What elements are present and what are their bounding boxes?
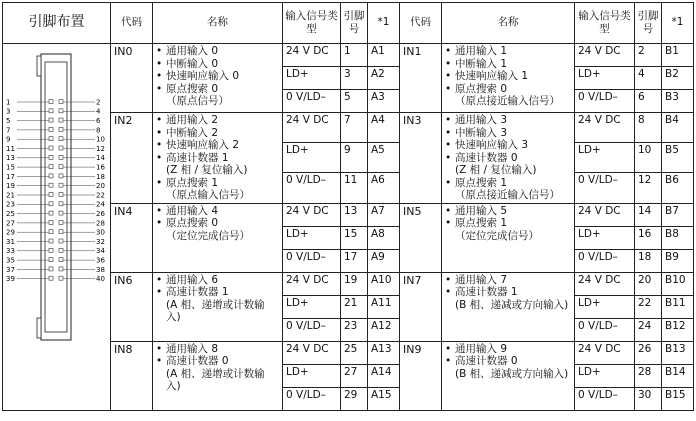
signal-type: 24 V DC xyxy=(283,113,341,143)
pin-number: 14 xyxy=(635,203,662,226)
function-item xyxy=(156,58,279,71)
pin-id: A6 xyxy=(368,173,400,203)
pin-id: B2 xyxy=(662,67,694,90)
signal-type: 24 V DC xyxy=(283,203,341,226)
header-code: 代码 xyxy=(111,3,153,44)
header-pin-layout: 引脚布置 xyxy=(3,3,111,44)
function-item xyxy=(445,274,571,287)
function-label: 原点搜索 1 xyxy=(455,217,508,229)
pin-hole xyxy=(49,118,53,122)
pin-id: A1 xyxy=(368,44,400,67)
signal-type: 0 V/LD– xyxy=(283,387,341,410)
pin-label-right: 32 xyxy=(96,237,105,246)
pin-label-right: 28 xyxy=(96,219,105,228)
function-label: 快速响应输入 2 xyxy=(166,139,240,151)
pin-label-right: 38 xyxy=(96,265,105,274)
function-label: 中断输入 2 xyxy=(166,126,219,139)
function-label: 中断输入 3 xyxy=(455,126,508,139)
signal-type: 24 V DC xyxy=(283,44,341,67)
function-item xyxy=(156,70,279,83)
signal-type: LD+ xyxy=(575,364,635,387)
input-code: IN2 xyxy=(111,113,153,204)
function-label: 原点搜索 0 xyxy=(455,82,508,95)
input-code: IN3 xyxy=(400,113,442,204)
pin-id: A5 xyxy=(368,143,400,173)
pin-label-right: 40 xyxy=(96,275,105,284)
pin-label-left: 29 xyxy=(6,228,15,237)
function-item xyxy=(445,45,571,58)
pin-number: 2 xyxy=(635,44,662,67)
function-label: 通用输入 2 xyxy=(166,114,219,126)
pin-number: 9 xyxy=(341,143,368,173)
function-label: 通用输入 8 xyxy=(166,342,219,355)
pin-label-right: 24 xyxy=(96,200,105,209)
pin-label-right: 8 xyxy=(96,126,101,135)
function-label: 高速计数器 0 xyxy=(455,151,518,164)
function-names xyxy=(442,44,575,113)
signal-type: LD+ xyxy=(575,143,635,173)
pin-id: A4 xyxy=(368,113,400,143)
signal-type: 0 V/LD– xyxy=(575,173,635,203)
pin-hole xyxy=(49,100,53,104)
pin-id: B9 xyxy=(662,249,694,272)
function-label: 原点搜索 0 xyxy=(166,82,219,95)
function-names xyxy=(442,272,575,341)
pin-hole xyxy=(49,267,53,271)
function-label: 通用输入 0 xyxy=(166,45,219,57)
pin-id: B4 xyxy=(662,113,694,143)
pin-assignment-table xyxy=(2,2,694,411)
function-label: 原点搜索 1 xyxy=(166,176,219,189)
pin-number: 13 xyxy=(341,203,368,226)
pin-number: 17 xyxy=(341,249,368,272)
pin-hole xyxy=(59,211,63,215)
header-signal-2: 输入信号类型 xyxy=(575,3,635,44)
pin-number: 1 xyxy=(341,44,368,67)
pin-label-left: 5 xyxy=(6,117,11,125)
function-sublabel: （定位完成信号） xyxy=(166,229,250,242)
function-sublabel: (Z 相 / 复位输入) xyxy=(455,164,537,176)
signal-type: 24 V DC xyxy=(575,341,635,364)
header-pin-2: 引脚号 xyxy=(635,3,662,44)
header-signal: 输入信号类型 xyxy=(283,3,341,44)
function-item xyxy=(445,58,571,71)
pin-hole xyxy=(59,239,63,243)
signal-type: LD+ xyxy=(575,226,635,249)
pin-number: 15 xyxy=(341,226,368,249)
pin-label-left: 15 xyxy=(6,163,15,172)
pin-label-left: 23 xyxy=(6,200,15,209)
pin-hole xyxy=(49,258,53,262)
pin-number: 24 xyxy=(635,318,662,341)
pin-label-right: 2 xyxy=(96,98,101,107)
pin-number: 22 xyxy=(635,295,662,318)
signal-type: 0 V/LD– xyxy=(283,318,341,341)
pin-number: 21 xyxy=(341,295,368,318)
function-item xyxy=(445,343,571,356)
pin-id: B8 xyxy=(662,226,694,249)
function-label: 通用输入 4 xyxy=(166,204,219,217)
pin-hole xyxy=(59,155,63,159)
pin-hole xyxy=(49,183,53,187)
input-code: IN1 xyxy=(400,44,442,113)
pin-label-right: 10 xyxy=(96,135,105,144)
pin-hole xyxy=(59,267,63,271)
function-names xyxy=(153,272,283,341)
pin-hole xyxy=(49,230,53,234)
function-label: 原点搜索 1 xyxy=(455,176,508,189)
signal-type: 24 V DC xyxy=(575,44,635,67)
function-sublabel: (A 相、递增或计数输入) xyxy=(166,367,265,392)
pin-id: B11 xyxy=(662,295,694,318)
function-item xyxy=(445,127,571,140)
pin-label-right: 34 xyxy=(96,247,105,256)
function-label: 快速响应输入 3 xyxy=(455,139,529,151)
function-label: 高速计数器 1 xyxy=(455,286,518,298)
function-names xyxy=(153,113,283,204)
pin-label-left: 7 xyxy=(6,126,11,135)
pin-label-left: 13 xyxy=(6,154,15,163)
signal-type: 0 V/LD– xyxy=(283,249,341,272)
function-label: 通用输入 7 xyxy=(455,273,508,286)
pin-number: 7 xyxy=(341,113,368,143)
pin-number: 10 xyxy=(635,143,662,173)
pin-hole xyxy=(59,146,63,150)
function-item xyxy=(156,45,279,58)
pin-hole xyxy=(59,127,63,131)
pin-hole xyxy=(59,202,63,206)
function-item xyxy=(445,83,571,108)
function-item xyxy=(445,355,571,380)
pin-hole xyxy=(59,248,63,252)
input-code: IN7 xyxy=(400,272,442,341)
connector-diagram-cell xyxy=(3,44,111,411)
pin-id: A12 xyxy=(368,318,400,341)
signal-type: 24 V DC xyxy=(575,203,635,226)
pin-number: 30 xyxy=(635,387,662,410)
header-pin: 引脚号 xyxy=(341,3,368,44)
signal-type: 24 V DC xyxy=(575,272,635,295)
pin-number: 12 xyxy=(635,173,662,203)
pin-hole xyxy=(49,220,53,224)
pin-number: 19 xyxy=(341,272,368,295)
pin-id: A3 xyxy=(368,90,400,113)
pin-label-left: 17 xyxy=(6,172,15,181)
function-item xyxy=(445,152,571,177)
input-code: IN9 xyxy=(400,341,442,410)
pin-label-left: 11 xyxy=(6,144,15,153)
pin-number: 28 xyxy=(635,364,662,387)
pin-hole xyxy=(49,248,53,252)
pin-hole xyxy=(59,137,63,141)
pin-hole xyxy=(49,193,53,197)
function-item xyxy=(445,286,571,311)
pin-id: B6 xyxy=(662,173,694,203)
function-label: 高速计数器 1 xyxy=(166,286,229,298)
pin-id: A11 xyxy=(368,295,400,318)
connector-latch-top xyxy=(37,56,41,76)
pin-hole xyxy=(59,118,63,122)
pin-label-right: 20 xyxy=(96,182,105,191)
signal-type: 0 V/LD– xyxy=(575,249,635,272)
pin-label-right: 26 xyxy=(96,210,105,218)
pin-label-right: 6 xyxy=(96,117,101,125)
function-sublabel: （原点输入信号） xyxy=(166,189,250,201)
pin-label-left: 33 xyxy=(6,247,15,256)
signal-type: 24 V DC xyxy=(575,113,635,143)
input-code: IN0 xyxy=(111,44,153,113)
pin-hole xyxy=(59,183,63,187)
pin-label-left: 1 xyxy=(6,98,11,107)
pin-hole xyxy=(59,109,63,113)
pin-hole xyxy=(59,174,63,178)
function-sublabel: （定位完成信号） xyxy=(455,229,539,242)
function-sublabel: (A 相、递增或计数输入) xyxy=(166,298,265,323)
pin-number: 6 xyxy=(635,90,662,113)
pin-id: B5 xyxy=(662,143,694,173)
function-names xyxy=(442,113,575,204)
function-sublabel: （原点接近输入信号） xyxy=(455,189,560,201)
header-name: 名称 xyxy=(153,3,283,44)
function-item xyxy=(156,152,279,177)
function-names xyxy=(153,44,283,113)
function-names xyxy=(153,203,283,272)
function-label: 通用输入 6 xyxy=(166,273,219,286)
signal-type: 0 V/LD– xyxy=(575,90,635,113)
header-code-2: 代码 xyxy=(400,3,442,44)
function-item xyxy=(156,127,279,140)
function-label: 原点搜索 0 xyxy=(166,217,219,229)
function-item xyxy=(156,83,279,108)
pin-id: A14 xyxy=(368,364,400,387)
function-item xyxy=(445,114,571,127)
connector-inner-body xyxy=(45,62,67,332)
pin-hole xyxy=(49,165,53,169)
signal-type: LD+ xyxy=(575,295,635,318)
pin-label-right: 16 xyxy=(96,163,105,172)
pin-id: B15 xyxy=(662,387,694,410)
function-names xyxy=(153,341,283,410)
input-code: IN5 xyxy=(400,203,442,272)
pin-number: 5 xyxy=(341,90,368,113)
function-names xyxy=(442,341,575,410)
function-item xyxy=(445,217,571,242)
pin-id: A13 xyxy=(368,341,400,364)
function-item xyxy=(156,177,279,202)
signal-type: 0 V/LD– xyxy=(575,387,635,410)
signal-type: LD+ xyxy=(283,226,341,249)
function-item xyxy=(156,217,279,242)
pin-label-left: 27 xyxy=(6,219,15,228)
function-label: 高速计数器 0 xyxy=(166,355,229,367)
pin-label-right: 14 xyxy=(96,154,105,163)
connector-diagram xyxy=(3,44,109,344)
pin-id: A7 xyxy=(368,203,400,226)
pin-number: 20 xyxy=(635,272,662,295)
function-names xyxy=(442,203,575,272)
pin-id: B10 xyxy=(662,272,694,295)
pin-label-left: 19 xyxy=(6,182,15,191)
function-item xyxy=(156,139,279,152)
function-item xyxy=(156,343,279,356)
pin-number: 23 xyxy=(341,318,368,341)
pin-label-right: 36 xyxy=(96,256,105,265)
pin-hole xyxy=(49,146,53,150)
function-sublabel: (B 相、递减或方向输入) xyxy=(455,298,569,311)
pin-number: 25 xyxy=(341,341,368,364)
pin-id: A15 xyxy=(368,387,400,410)
pin-label-right: 30 xyxy=(96,228,105,237)
pin-label-left: 39 xyxy=(6,275,15,284)
pin-hole xyxy=(59,100,63,104)
connector-latch-bottom xyxy=(37,318,41,338)
header-name-2: 名称 xyxy=(442,3,575,44)
header-row xyxy=(3,3,694,44)
pin-label-right: 18 xyxy=(96,172,105,181)
function-item xyxy=(445,139,571,152)
pin-number: 8 xyxy=(635,113,662,143)
pin-number: 3 xyxy=(341,67,368,90)
pin-hole xyxy=(49,276,53,280)
function-item xyxy=(445,177,571,202)
signal-type: LD+ xyxy=(283,67,341,90)
function-label: 中断输入 1 xyxy=(455,57,508,70)
function-label: 高速计数器 1 xyxy=(166,151,229,164)
pin-label-left: 31 xyxy=(6,237,15,246)
signal-type: LD+ xyxy=(283,143,341,173)
function-sublabel: (B 相、递减或方向输入) xyxy=(455,367,569,380)
signal-type: 0 V/LD– xyxy=(575,318,635,341)
function-label: 高速计数器 0 xyxy=(455,355,518,367)
pin-hole xyxy=(59,165,63,169)
pin-label-right: 22 xyxy=(96,191,105,200)
signal-type: 24 V DC xyxy=(283,341,341,364)
pin-hole xyxy=(59,276,63,280)
pin-hole xyxy=(49,211,53,215)
function-item xyxy=(156,286,279,324)
header-note-2: *1 xyxy=(662,3,694,44)
pin-id: A9 xyxy=(368,249,400,272)
pin-hole xyxy=(59,230,63,234)
pin-number: 11 xyxy=(341,173,368,203)
pin-hole xyxy=(49,109,53,113)
pin-hole xyxy=(59,258,63,262)
function-label: 快速响应输入 0 xyxy=(166,70,240,82)
signal-type: LD+ xyxy=(575,67,635,90)
function-label: 中断输入 0 xyxy=(166,57,219,70)
function-label: 通用输入 5 xyxy=(455,204,508,217)
pin-label-left: 25 xyxy=(6,210,15,218)
pin-id: A8 xyxy=(368,226,400,249)
function-item xyxy=(156,274,279,287)
function-sublabel: （原点接近输入信号） xyxy=(455,95,560,107)
function-item xyxy=(156,205,279,218)
pin-id: A10 xyxy=(368,272,400,295)
input-code: IN6 xyxy=(111,272,153,341)
pin-label-left: 37 xyxy=(6,265,15,274)
function-item xyxy=(156,355,279,393)
pin-id: B3 xyxy=(662,90,694,113)
function-label: 通用输入 3 xyxy=(455,114,508,126)
pin-number: 26 xyxy=(635,341,662,364)
pin-hole xyxy=(49,202,53,206)
pin-hole xyxy=(49,137,53,141)
pin-id: B14 xyxy=(662,364,694,387)
function-label: 快速响应输入 1 xyxy=(455,70,529,82)
function-sublabel: （原点信号） xyxy=(166,95,229,107)
function-sublabel: (Z 相 / 复位输入) xyxy=(166,164,248,176)
pin-hole xyxy=(49,239,53,243)
pin-label-right: 4 xyxy=(96,107,101,116)
pin-label-left: 3 xyxy=(6,107,11,116)
pin-id: B7 xyxy=(662,203,694,226)
pin-number: 29 xyxy=(341,387,368,410)
pin-label-left: 21 xyxy=(6,191,15,200)
pin-hole xyxy=(59,193,63,197)
pin-id: A2 xyxy=(368,67,400,90)
signal-type: 0 V/LD– xyxy=(283,173,341,203)
signal-type: 24 V DC xyxy=(283,272,341,295)
pin-number: 16 xyxy=(635,226,662,249)
pin-number: 4 xyxy=(635,67,662,90)
pin-hole xyxy=(49,127,53,131)
signal-type: LD+ xyxy=(283,295,341,318)
pin-hole xyxy=(59,220,63,224)
pin-id: B12 xyxy=(662,318,694,341)
pin-number: 18 xyxy=(635,249,662,272)
input-code: IN4 xyxy=(111,203,153,272)
table-row xyxy=(3,44,694,67)
pin-label-left: 9 xyxy=(6,135,11,144)
function-label: 通用输入 9 xyxy=(455,342,508,355)
pin-number: 27 xyxy=(341,364,368,387)
pin-id: B13 xyxy=(662,341,694,364)
function-item xyxy=(445,70,571,83)
pin-hole xyxy=(49,155,53,159)
pin-hole xyxy=(49,174,53,178)
signal-type: 0 V/LD– xyxy=(283,90,341,113)
function-label: 通用输入 1 xyxy=(455,45,508,57)
function-item xyxy=(156,114,279,127)
pin-label-right: 12 xyxy=(96,144,105,153)
pin-label-left: 35 xyxy=(6,256,15,265)
signal-type: LD+ xyxy=(283,364,341,387)
pin-id: B1 xyxy=(662,44,694,67)
function-item xyxy=(445,205,571,218)
header-note: *1 xyxy=(368,3,400,44)
input-code: IN8 xyxy=(111,341,153,410)
